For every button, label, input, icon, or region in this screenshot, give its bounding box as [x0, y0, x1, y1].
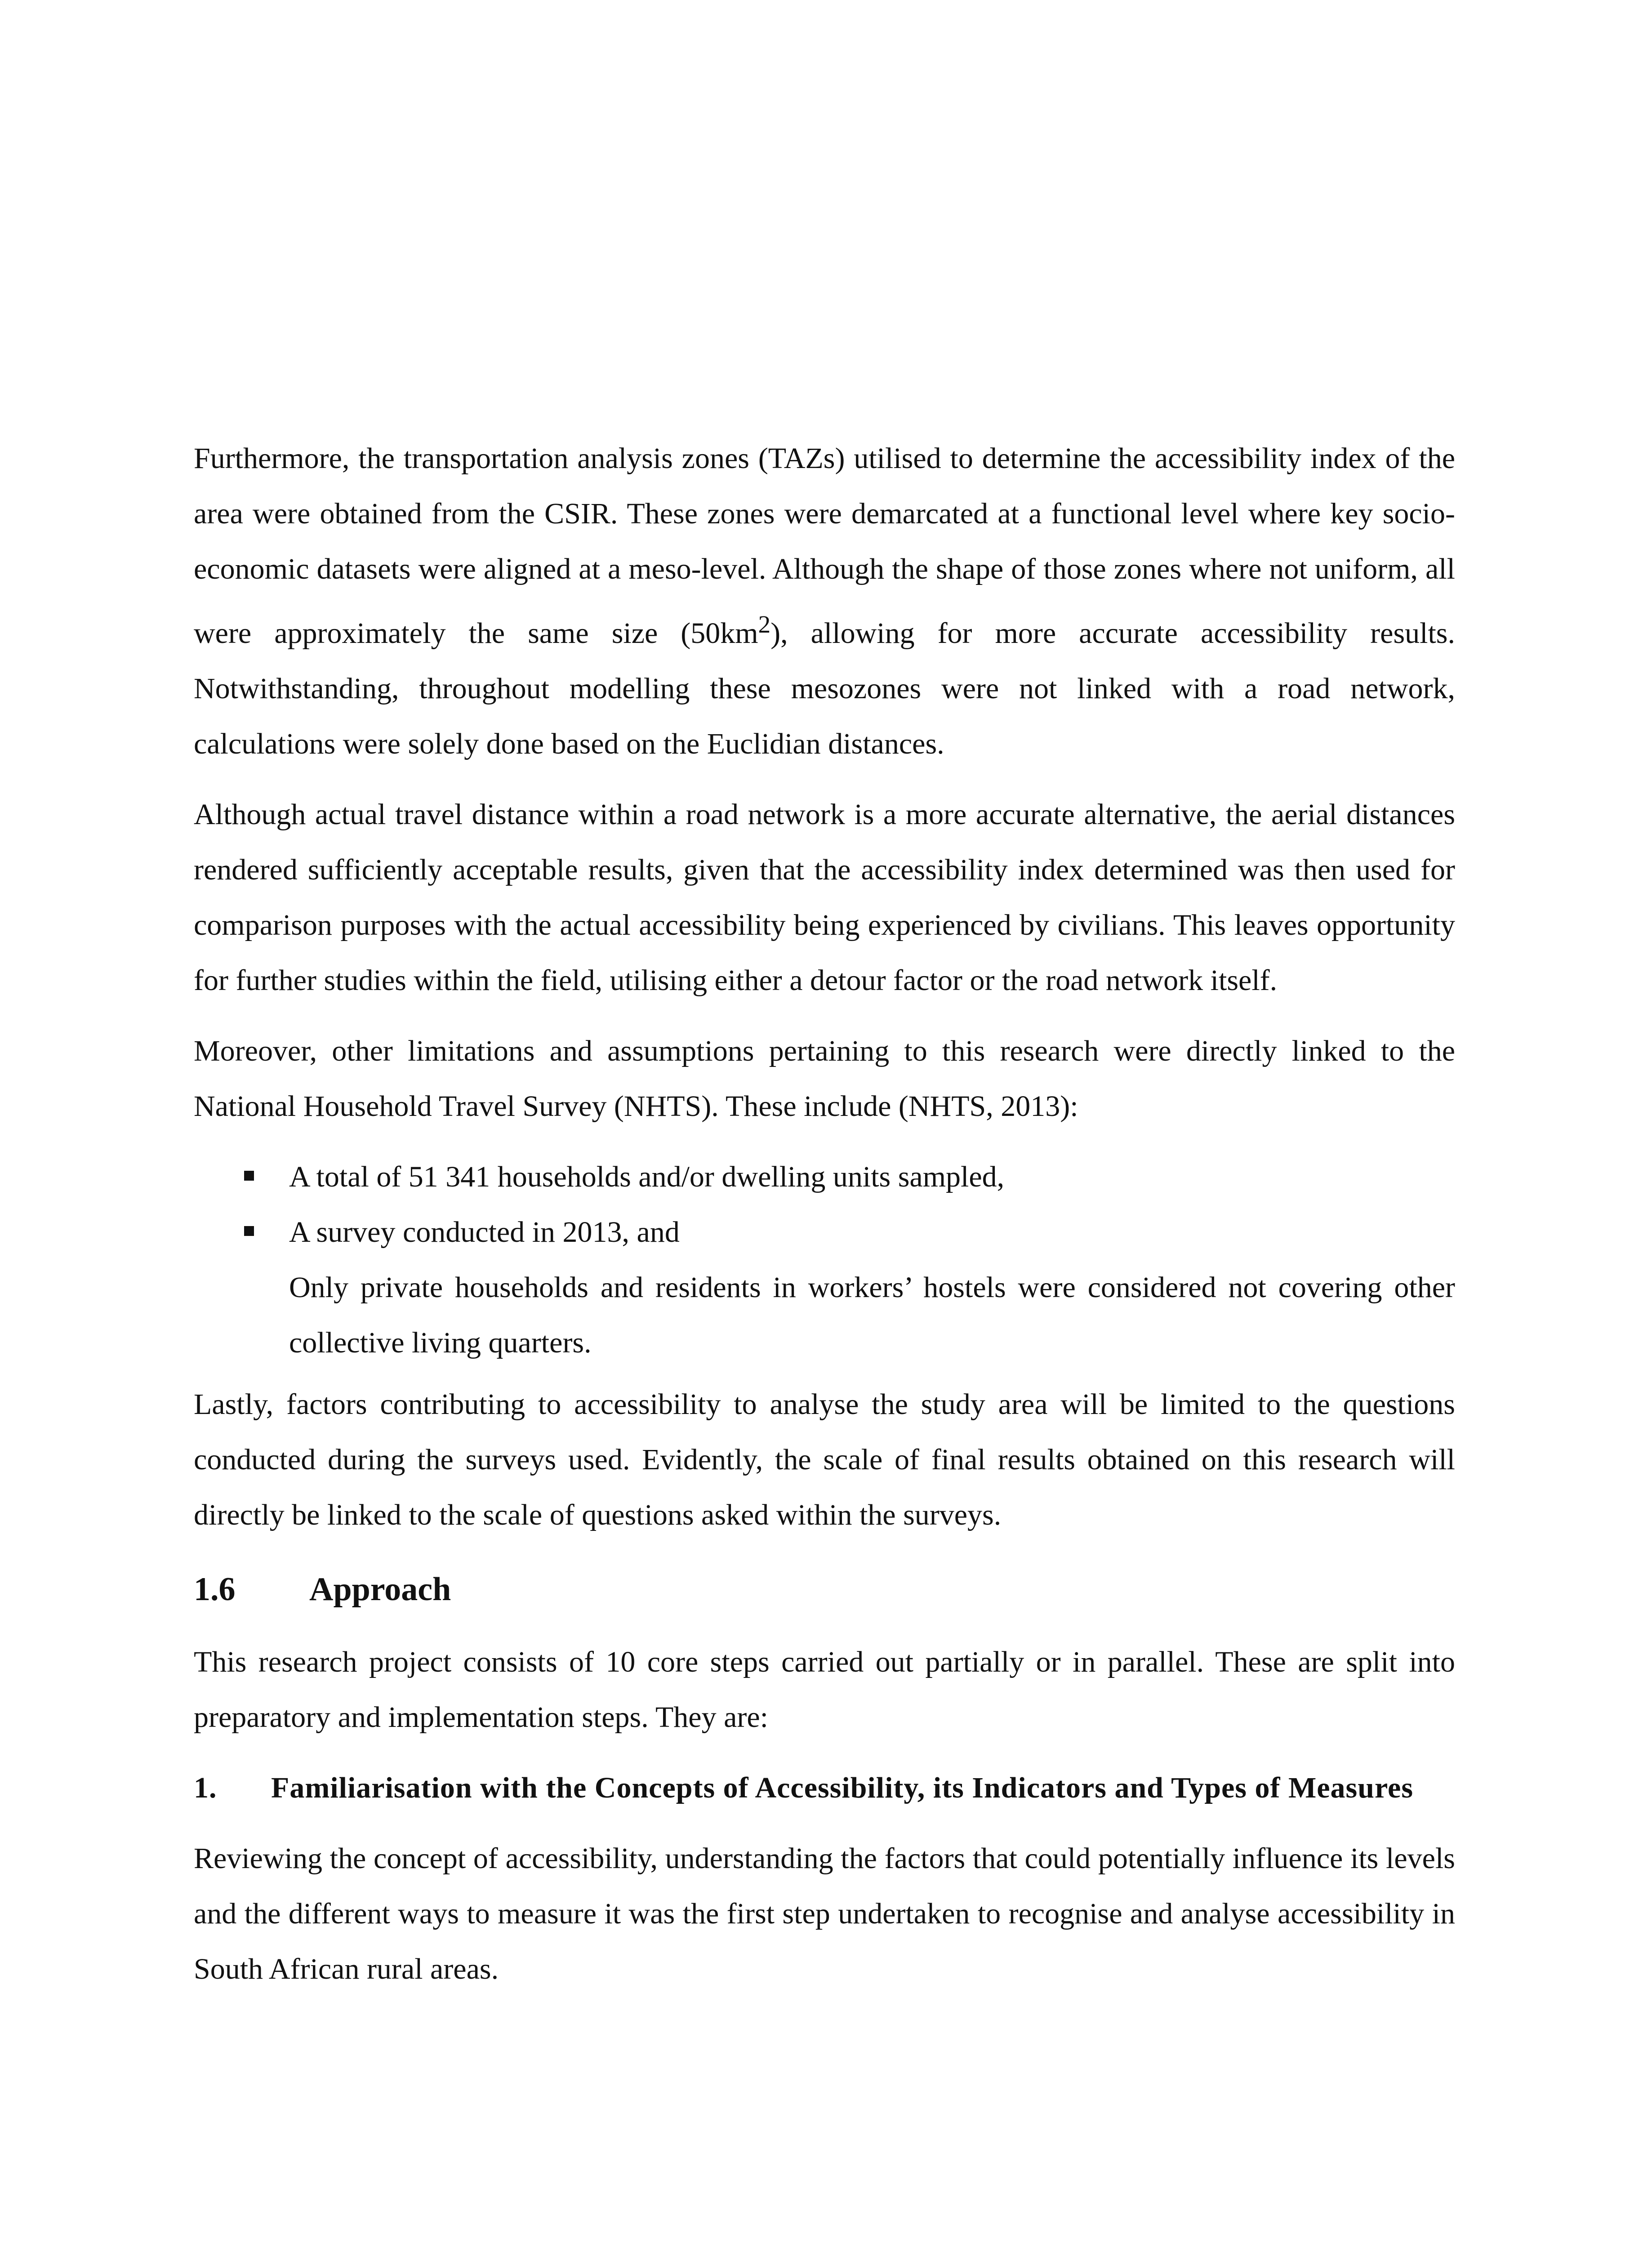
list-item-text: A survey conducted in 2013, and [289, 1216, 680, 1249]
square-bullet-icon [244, 1171, 254, 1181]
superscript: 2 [758, 611, 771, 638]
list-item [194, 1149, 1455, 1204]
paragraph-survey-scale: Lastly, factors contributing to accessibility to analyse the study area will be limited to the questions conducted during the surveys used. Evidently, the scale of final results obtained on this research will directly be linked to the scale of questions asked within the surveys. [194, 1388, 1455, 1531]
list-item-text: A total of 51 341 households and/or dwelling units sampled, [289, 1160, 1005, 1193]
section-title: Approach [309, 1571, 451, 1608]
list-item-text: Only private households and residents in workers’ hostels were considered not covering other collective living quarters. [289, 1271, 1455, 1359]
nhts-bullet-list [194, 1149, 1455, 1370]
paragraph-text: Furthermore, the transportation analysis zones (TAZs) utilised to determine the accessibility index of the area were obtained from the CSIR. These zones were demarcated at a functional level where key socio-economic datasets were aligned at a meso-level. Although the shape of those zones where not uniform, all were approximately the same size (50km [194, 442, 1455, 650]
step-title: Familiarisation with the Concepts of Accessibility, its Indicators and Types of Measures [271, 1771, 1414, 1804]
paragraph-nhts-limitations: Moreover, other limitations and assumptions pertaining to this research were directly linked to the National Household Travel Survey (NHTS). These include (NHTS, 2013): [194, 1035, 1455, 1123]
list-item [194, 1204, 1455, 1260]
paragraph-approach-intro: This research project consists of 10 core steps carried out partially or in parallel. These are split into preparatory and implementation steps. They are: [194, 1646, 1455, 1734]
page-content [194, 431, 1455, 2012]
step-heading [194, 1760, 1455, 1815]
paragraph-step-description: Reviewing the concept of accessibility, understanding the factors that could potentially influence its levels and the different ways to measure it was the first step undertaken to recognise and analyse accessibility in South African rural areas. [194, 1842, 1455, 1985]
square-bullet-icon [244, 1226, 254, 1236]
paragraph-travel-distance: Although actual travel distance within a road network is a more accurate alternative, the aerial distances rendered sufficiently acceptable results, given that the accessibility index determined was then used for comparison purposes with the actual accessibility being experienced by civilians. This leaves opportunity for further studies within the field, utilising either a detour factor or the road network itself. [194, 798, 1455, 997]
section-number: 1.6 [194, 1571, 236, 1608]
paragraph-text: ), allowing for more accurate accessibility results. Notwithstanding, throughout modelling these mesozones were not linked with a road network, calculations were solely done based on the Euclidian distances. [194, 617, 1455, 760]
paragraph-taz-limitations [194, 431, 1455, 772]
section-heading [194, 1558, 1455, 1621]
list-item [194, 1260, 1455, 1370]
step-number: 1. [194, 1771, 217, 1804]
